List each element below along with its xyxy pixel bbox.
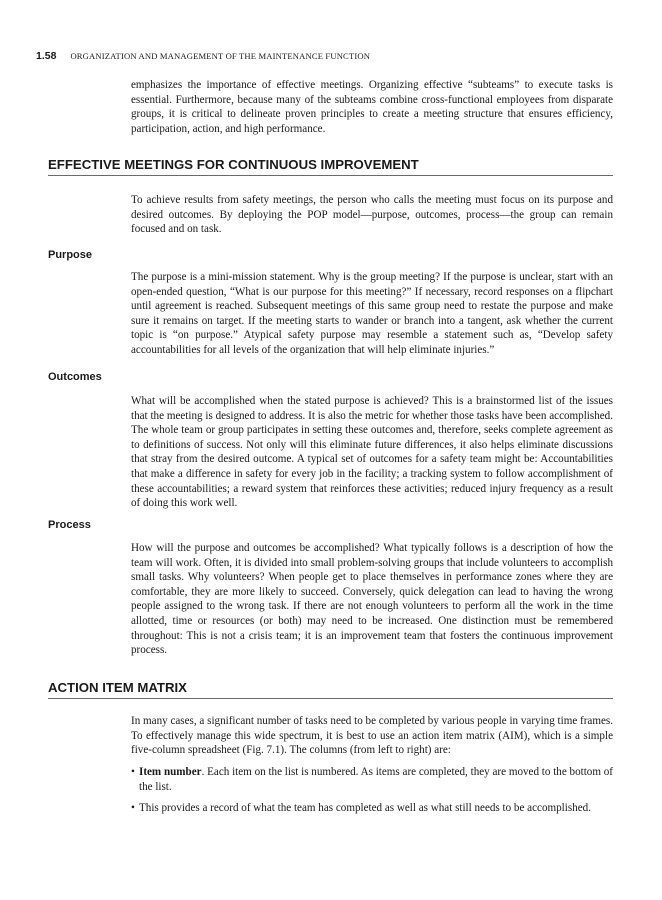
- section-heading-action-item-matrix: ACTION ITEM MATRIX: [48, 680, 613, 699]
- matrix-intro-paragraph: In many cases, a significant number of tasks need to be completed by various people in varying time frames. To effectively manage this wide spectrum, it is best to use an action item matrix (AIM), which is a simple five-column spreadsheet (Fig. 7.1). The columns (from left to right) are:: [131, 715, 613, 757]
- subheading-process: Process: [48, 519, 91, 531]
- list-item: [131, 765, 613, 794]
- bullet-icon: •: [131, 802, 135, 815]
- intro-paragraph: emphasizes the importance of effective meetings. Organizing effective “subteams” to execute tasks is essential. Furthermore, because many of the subteams combine cross-functional employees from disparate groups, it is critical to delineate proven principles to create a meeting structure that ensures efficiency, participation, action, and high performance.: [131, 79, 613, 135]
- running-title: ORGANIZATION AND MANAGEMENT OF THE MAINTENANCE FUNCTION: [70, 51, 371, 61]
- list-item: [131, 801, 613, 816]
- subheading-outcomes: Outcomes: [48, 371, 102, 383]
- outcomes-paragraph: What will be accomplished when the stated purpose is achieved? This is a brainstormed list of the issues that the meeting is designed to address. It is also the metric for whether those tasks have been accomplished. The whole team or group participates in setting these outcomes and, therefore, seeks complete agreement as to definitions of success. Not only will this eliminate future differences, it also helps eliminate discussions that stray from the desired outcome. A typical set of outcomes for a safety team might be: Accountabilities that make a difference in safety for every job in the facility; a tracking system to follow accomplishment of these accountabilities; a reward system that reinforces these activities; reduced injury frequency as a result of doing this work well.: [131, 395, 613, 510]
- subheading-purpose: Purpose: [48, 249, 93, 261]
- section-heading-effective-meetings: EFFECTIVE MEETINGS FOR CONTINUOUS IMPROVEMENT: [48, 157, 613, 176]
- purpose-paragraph: The purpose is a mini-mission statement. Why is the group meeting? If the purpose is unclear, start with an open-ended question, “What is our purpose for this meeting?” If necessary, record responses on a flipchart until agreement is reached. Subsequent meetings of this same group need to restate the purpose and make sure it remains on target. If the meeting starts to wander or branch into a tangent, ask whether the current topic is “on purpose.” Atypical safety purpose may resemble a statement such as, “Develop safety accountabilities for all levels of the organization that will help eliminate injuries.”: [131, 271, 613, 356]
- bullet-text: . Each item on the list is numbered. As items are completed, they are moved to the bottom of the list.: [139, 766, 613, 793]
- column-description-list: [131, 765, 613, 816]
- meetings-intro-paragraph: To achieve results from safety meetings, the person who calls the meeting must focus on its purpose and desired outcomes. By deploying the POP model—purpose, outcomes, process—the group can remain focused and on task.: [131, 194, 613, 236]
- bullet-text: This provides a record of what the team has completed as well as what still needs to be accomplished.: [139, 802, 591, 815]
- process-paragraph: How will the purpose and outcomes be accomplished? What typically follows is a description of how the team will work. Often, it is divided into small problem-solving groups that include volunteers to accomplish small tasks. Why volunteers? When people get to place themselves in performance zones where they are comfortable, they are more likely to succeed. Conversely, quick delegation can lead to having the wrong people assigned to the wrong task. If there are not enough volunteers to perform all the work in the time allotted, time or resources (or both) may need to be increased. One distinction must be remembered throughout: This is not a crisis team; it is an improvement team that fosters the continuous improvement process.: [131, 542, 613, 657]
- page-number: 1.58: [36, 50, 57, 62]
- bullet-icon: •: [131, 766, 135, 778]
- running-head: [36, 49, 370, 62]
- bullet-term: Item number: [139, 766, 202, 778]
